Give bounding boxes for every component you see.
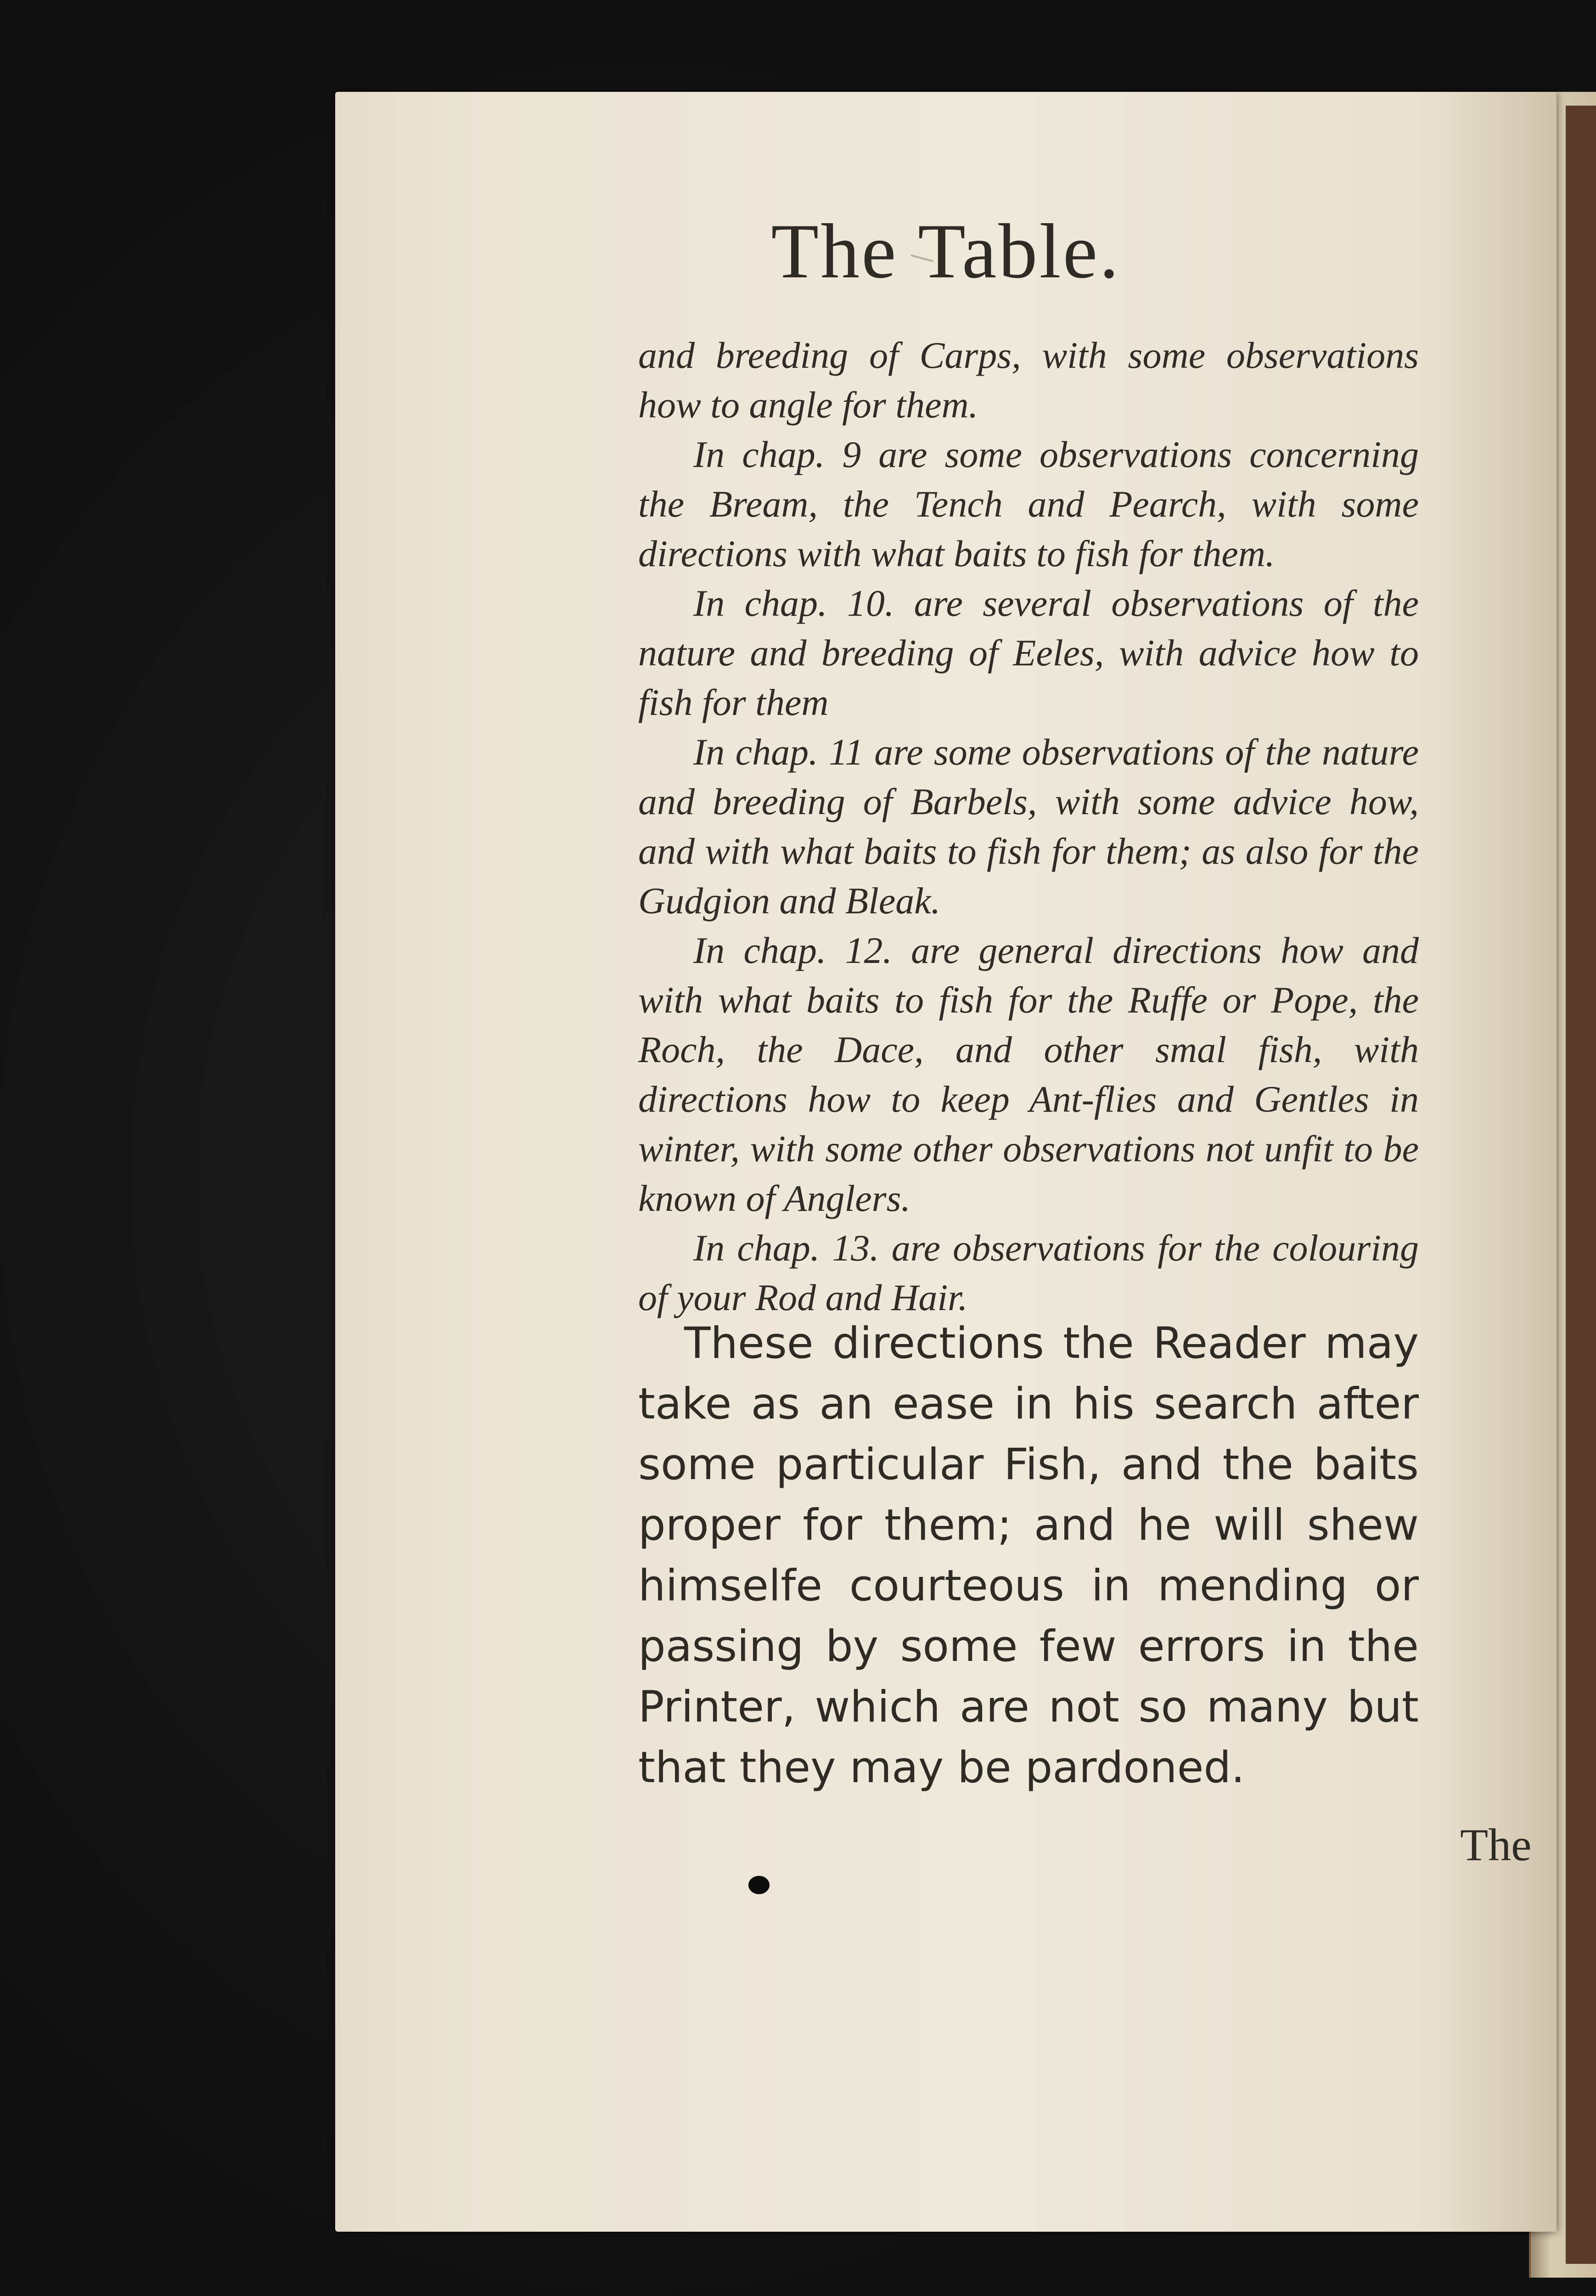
- ink-blot: [748, 1876, 770, 1894]
- page-title: The Table.: [771, 208, 1121, 294]
- toc-entry-chap-11: In chap. 11 are some observations of the nature and breeding of Barbels, with some advice how, and with what baits to fish for them; as also for the Gudgion and Bleak.: [638, 731, 1419, 922]
- book-page: [335, 92, 1557, 2232]
- toc-entry-carps: and breeding of Carps, with some observations how to angle for them.: [638, 334, 1419, 426]
- toc-entry-chap-10: In chap. 10. are several observations of the nature and breeding of Eeles, with advice how to fish for them: [638, 582, 1419, 723]
- reader-note: These directions the Reader may take as an ease in his search after some particular Fish, and the baits proper for them; and he will shew himselfe courteous in mending or passing by some few errors in the Printer, which are not so many but that they may be pardoned.: [638, 1318, 1419, 1793]
- toc-entry-chap-9: In chap. 9 are some observations concerning the Bream, the Tench and Pearch, with some directions with what baits to fish for them.: [638, 433, 1419, 574]
- table-of-contents: [638, 331, 1419, 1322]
- toc-entry-chap-13: In chap. 13. are observations for the colouring of your Rod and Hair.: [638, 1227, 1419, 1318]
- book-binding-edge: [1566, 106, 1596, 2264]
- toc-entry-chap-12: In chap. 12. are general directions how and with what baits to fish for the Ruffe or Pope, the Roch, the Dace, and other smal fish, with directions how to keep Ant-flies and Gentles in winter, with some other observations not unfit to be known of Anglers.: [638, 929, 1419, 1219]
- catchword: The: [1460, 1819, 1532, 1870]
